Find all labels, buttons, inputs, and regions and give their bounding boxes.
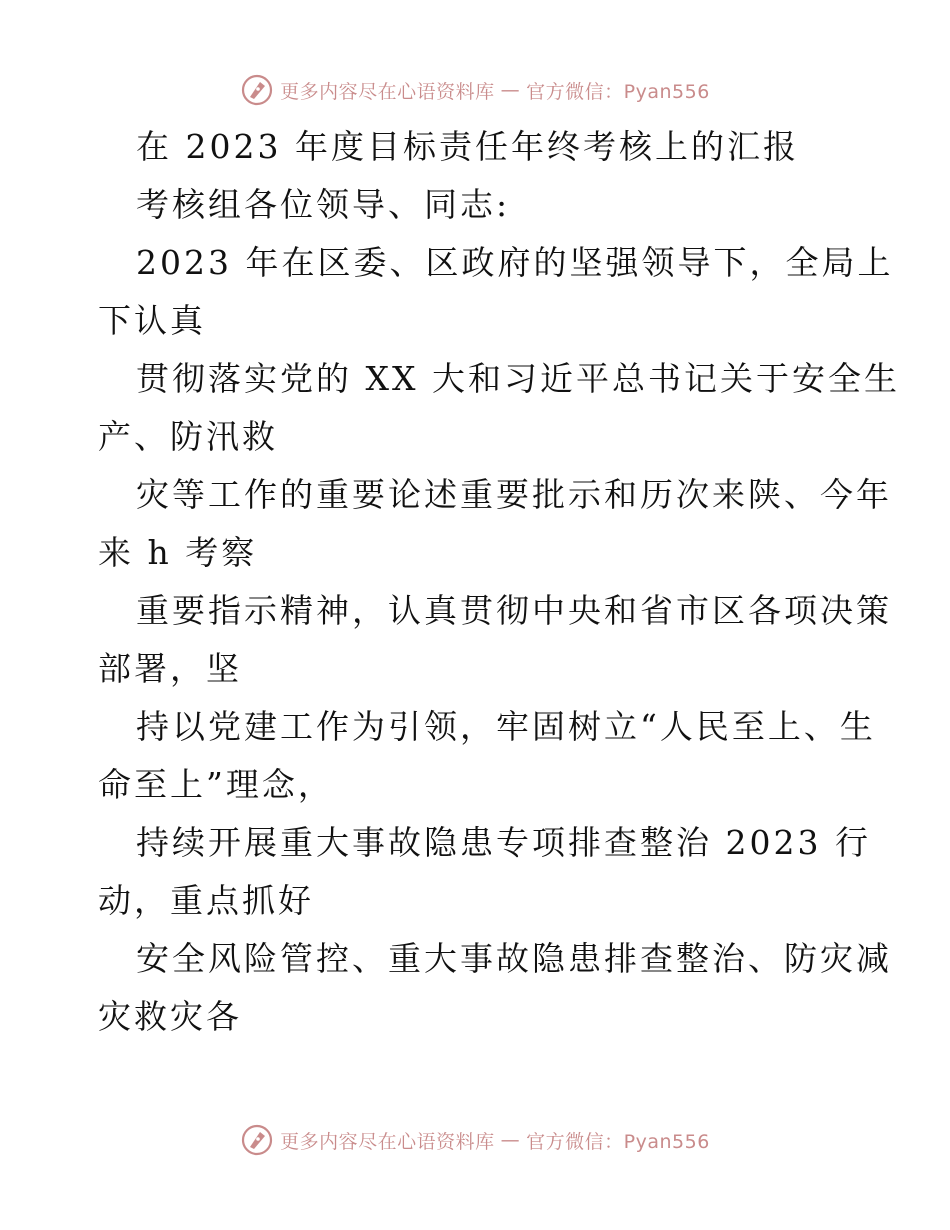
text-line: 命至上”理念，	[98, 765, 334, 804]
text-line: 在 2023 年度目标责任年终考核上的汇报	[136, 127, 799, 166]
text-line: 动，重点抓好	[98, 881, 314, 920]
document-body	[98, 118, 900, 1046]
text-line: 来 h 考察	[98, 533, 258, 572]
text-line: 考核组各位领导、同志:	[136, 185, 511, 224]
watermark-separator: —	[500, 79, 521, 101]
text-line: 产、防汛救	[98, 417, 278, 456]
text-line: 灾等工作的重要论述重要批示和历次来陕、今年	[136, 475, 892, 514]
text-line: 部署，坚	[98, 649, 242, 688]
text-line: 持续开展重大事故隐患专项排查整治 2023 行	[136, 823, 871, 862]
text-line: 持以党建工作为引领，牢固树立“人民至上、生	[136, 707, 876, 746]
pen-nib-icon	[240, 1123, 274, 1157]
text-line: 安全风险管控、重大事故隐患排查整治、防灾减	[136, 939, 892, 978]
watermark-brand: 更多内容尽在心语资料库	[280, 1130, 495, 1153]
watermark-contact: 官方微信：Pyan556	[526, 80, 710, 103]
text-line: 2023 年在区委、区政府的坚强领导下，全局上	[136, 243, 894, 282]
watermark-separator: —	[500, 1129, 521, 1151]
footer-watermark	[0, 1120, 950, 1160]
header-watermark	[0, 70, 950, 110]
watermark-brand: 更多内容尽在心语资料库	[280, 80, 495, 103]
text-line: 重要指示精神，认真贯彻中央和省市区各项决策	[136, 591, 892, 630]
pen-nib-icon	[240, 73, 274, 107]
text-line: 贯彻落实党的 XX 大和习近平总书记关于安全生	[136, 359, 900, 398]
text-line: 下认真	[98, 301, 206, 340]
watermark-contact: 官方微信：Pyan556	[526, 1130, 710, 1153]
text-line: 灾救灾各	[98, 997, 242, 1036]
